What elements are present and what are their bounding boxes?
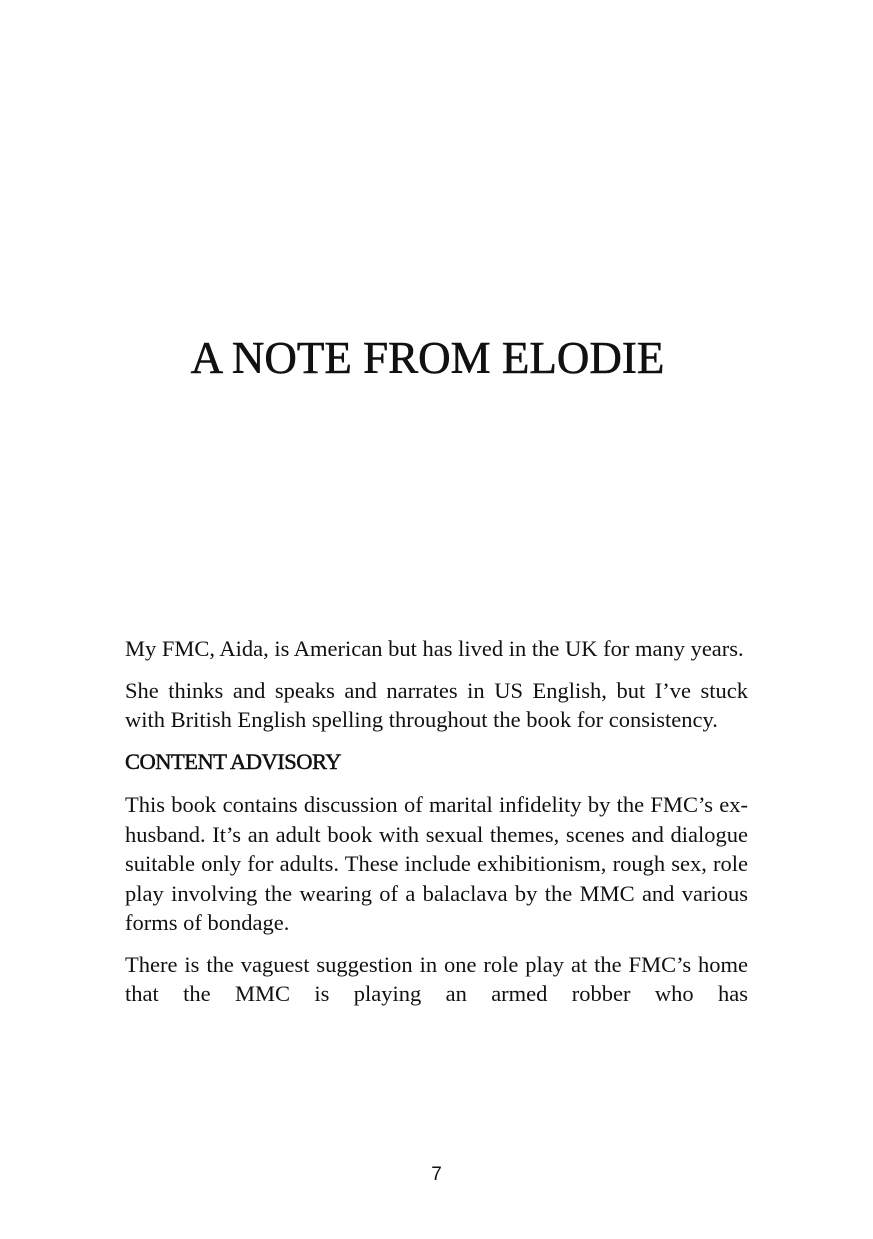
paragraph: She thinks and speaks and narrates in US English, but I’ve stuck with British English spelling throughout the book for consistency. — [125, 677, 748, 732]
page-number: 7 — [431, 1164, 442, 1185]
page-body — [125, 634, 748, 1021]
section-heading: CONTENT ADVISORY — [125, 748, 341, 774]
paragraph: My FMC, Aida, is American but has lived in the UK for many years. — [125, 636, 744, 661]
paragraph: This book contains discussion of marital infidelity by the FMC’s ex-husband. It’s an adult book with sexual themes, scenes and dialogue suitable only for adults. These include exhibitionism, rough sex, role play involving the wearing of a balaclava by the MMC and various forms of bondage. — [125, 792, 748, 935]
paragraph: There is the vaguest suggestion in one role play at the FMC’s home that the MMC is playing an armed robber who has — [125, 951, 748, 1006]
page-title: A NOTE FROM ELODIE — [190, 333, 665, 383]
